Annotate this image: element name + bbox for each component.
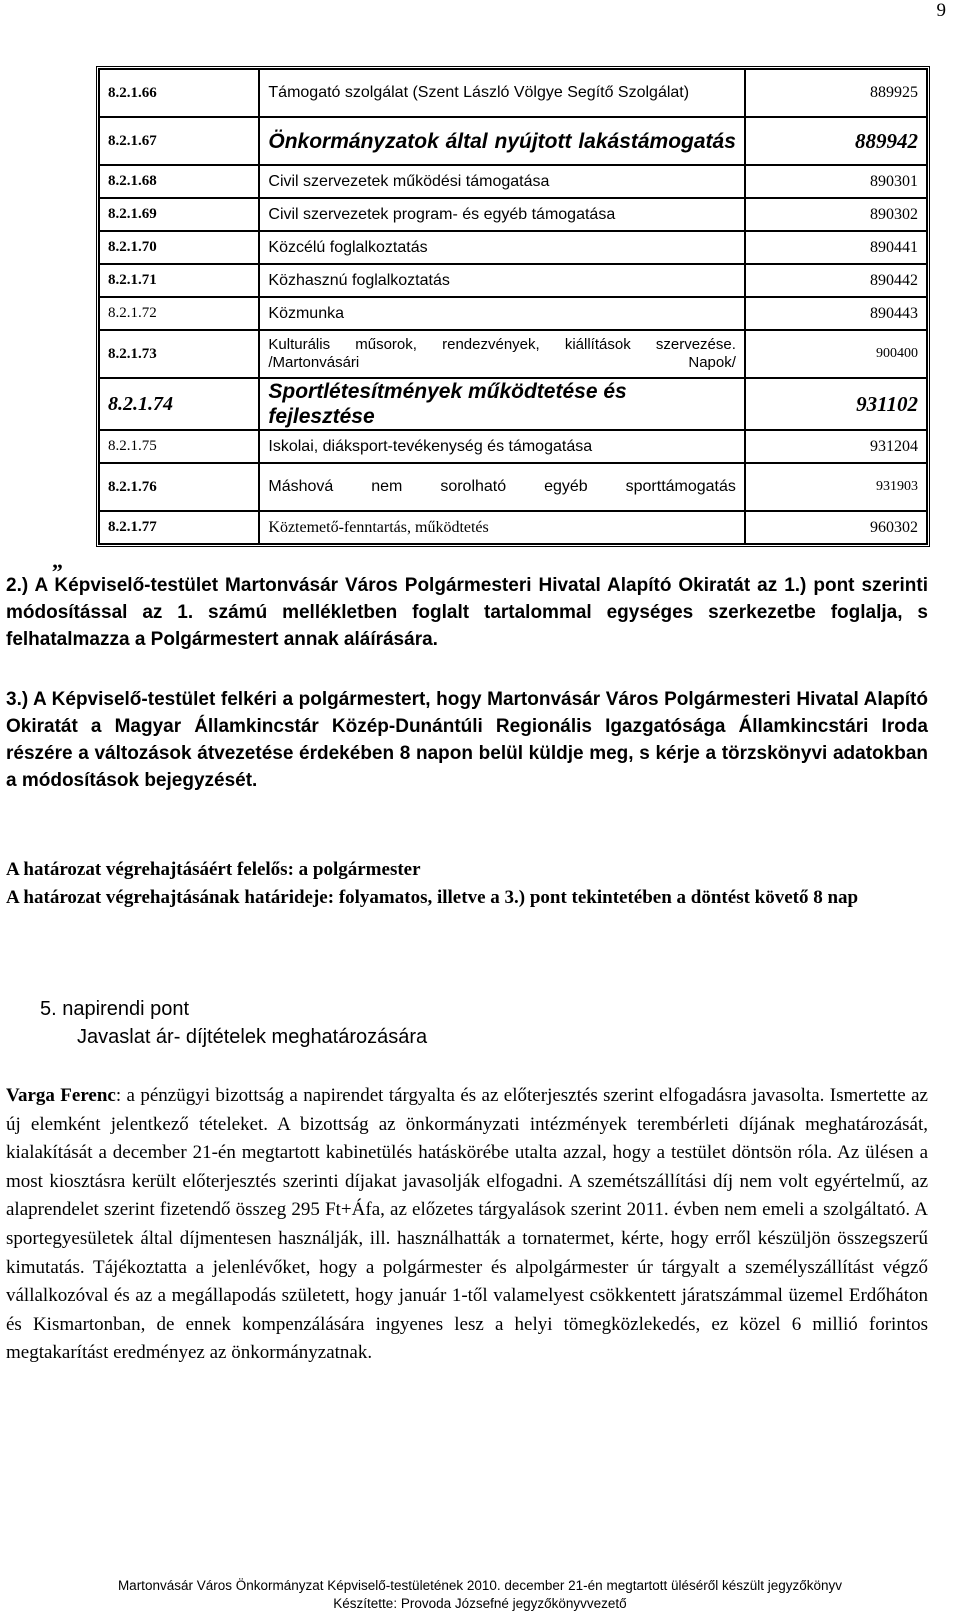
speaker-name: Varga Ferenc [6, 1085, 116, 1106]
footer-line-2: Készítette: Provoda Józsefné jegyzőkönyvvezető [333, 1596, 627, 1611]
row-code: 8.2.1.77 [99, 511, 259, 544]
footer-line-1: Martonvásár Város Önkormányzat Képviselő-testületének 2010. december 21-én megtartott üléséről készült jegyzőkönyv [117, 1578, 843, 1593]
resolution-point-2: 2.) A Képviselő-testület Martonvásár Város Polgármesteri Hivatal Alapító Okiratát az 1.) pont szerinti módosítással az 1. számú mellékletben foglalt tartalommal egységes szerkezetbe foglalja, s felhatalmazza a Polgármestert annak aláírására. [6, 575, 928, 650]
row-name: Máshová nem sorolható egyéb sporttámogatás [259, 463, 745, 511]
row-code: 8.2.1.71 [99, 264, 259, 297]
activity-code-table [96, 66, 930, 547]
row-name: Sportlétesítmények működtetése és fejlesztése [259, 378, 745, 430]
row-number: 890302 [745, 198, 927, 231]
row-code: 8.2.1.66 [99, 69, 259, 117]
row-number: 889925 [745, 69, 927, 117]
row-number: 890442 [745, 264, 927, 297]
row-name: Köztemető-fenntartás, működtetés [259, 511, 745, 544]
minutes-text: : a pénzügyi bizottság a napirendet tárgyalta és az előterjesztés szerint elfogadásra javasolta. Ismertette az új elemként jelentkező tételeket. A bizottság az önkormányzati intézmények terembérleti díjának meghatározását, kialakítását a december 21-én megtartott kabinetülés hatáskörébe utalta azzal, hogy a testület döntsön róla. Az ülésen a most kiosztásra került előterjesztés szerinti díjakat javasolják elfogadni. A szemétszállítási díj nem volt egyértelmű, az alaprendelet szerint fizetendő összeg 295 Ft+Áfa, az előzetes tárgyalások szerint 2011. évben nem emeli a szolgáltató. A sportegyesületek által díjmentesen használják, ill. használhatták a tornatermet, kérte, hogy erről készüljön összegszerű kimutatás. Tájékoztatta a jelenlévőket, hogy a polgármester és alpolgármester úr tárgyalt a személyszállítást végző vállalkozóval és az a megállapodás született, hogy január 1-től valamelyest csökkentett járatszámmal üzemel Erdőháton és Kismartonban, de ennek kompenzálására ingyenes lesz a helyi tömegközlekedés, ez közel 6 millió forintos megtakarítást eredményez az önkormányzatnak. [6, 1085, 928, 1364]
table-row [99, 165, 927, 198]
quote-mark: „ [52, 548, 63, 573]
table-row [99, 463, 927, 511]
table-row [99, 330, 927, 378]
row-code: 8.2.1.76 [99, 463, 259, 511]
table-row [99, 198, 927, 231]
row-name: Civil szervezetek működési támogatása [259, 165, 745, 198]
row-name: Önkormányzatok által nyújtott lakástámogatás [259, 117, 745, 165]
row-number: 931903 [745, 463, 927, 511]
responsibility-block [6, 856, 928, 912]
table-row [99, 511, 927, 544]
row-name: Közhasznú foglalkoztatás [259, 264, 745, 297]
row-code: 8.2.1.67 [99, 117, 259, 165]
row-number: 890443 [745, 297, 927, 330]
table-row [99, 117, 927, 165]
table-row [99, 430, 927, 463]
row-code: 8.2.1.73 [99, 330, 259, 378]
row-code: 8.2.1.69 [99, 198, 259, 231]
row-name: Közcélú foglalkoztatás [259, 231, 745, 264]
row-number: 931102 [745, 378, 927, 430]
row-code: 8.2.1.75 [99, 430, 259, 463]
row-code: 8.2.1.74 [99, 378, 259, 430]
resolution-point-3: 3.) A Képviselő-testület felkéri a polgármestert, hogy Martonvásár Város Polgármesteri Hivatal Alapító Okiratát a Magyar Államkincstár Közép-Dunántúli Regionális Igazgatósága Államkincstári Iroda részére a változások átvezetése érdekében 8 napon belül küldje meg, s kérje a törzskönyvi adatokban a módosítások bejegyzését. [6, 689, 928, 791]
agenda-heading [40, 995, 427, 1051]
deadline: A határozat végrehajtásának határideje: folyamatos, illetve a 3.) pont tekintetében a döntést követő 8 nap [6, 887, 859, 908]
agenda-title: Javaslat ár- díjtételek meghatározására [77, 1026, 428, 1048]
row-code: 8.2.1.68 [99, 165, 259, 198]
table-row [99, 69, 927, 117]
row-number: 960302 [745, 511, 927, 544]
row-name: Kulturális műsorok, rendezvények, kiállítások szervezése. /Martonvásári Napok/ [259, 330, 745, 378]
row-code: 8.2.1.72 [99, 297, 259, 330]
table-row [99, 231, 927, 264]
row-number: 900400 [745, 330, 927, 378]
row-number: 931204 [745, 430, 927, 463]
row-name: Civil szervezetek program- és egyéb támogatása [259, 198, 745, 231]
table-row [99, 264, 927, 297]
row-name: Támogató szolgálat (Szent László Völgye Segítő Szolgálat) [259, 69, 745, 117]
agenda-number: 5. napirendi pont [40, 998, 190, 1020]
row-number: 890301 [745, 165, 927, 198]
row-number: 890441 [745, 231, 927, 264]
page-number: 9 [936, 0, 946, 21]
table-row [99, 297, 927, 330]
minutes-paragraph [6, 1082, 928, 1368]
row-name: Közmunka [259, 297, 745, 330]
row-number: 889942 [745, 117, 927, 165]
row-code: 8.2.1.70 [99, 231, 259, 264]
table-row [99, 378, 927, 430]
responsible-person: A határozat végrehajtásáért felelős: a polgármester [6, 859, 421, 880]
row-name: Iskolai, diáksport-tevékenység és támogatása [259, 430, 745, 463]
page-footer [0, 1577, 960, 1613]
